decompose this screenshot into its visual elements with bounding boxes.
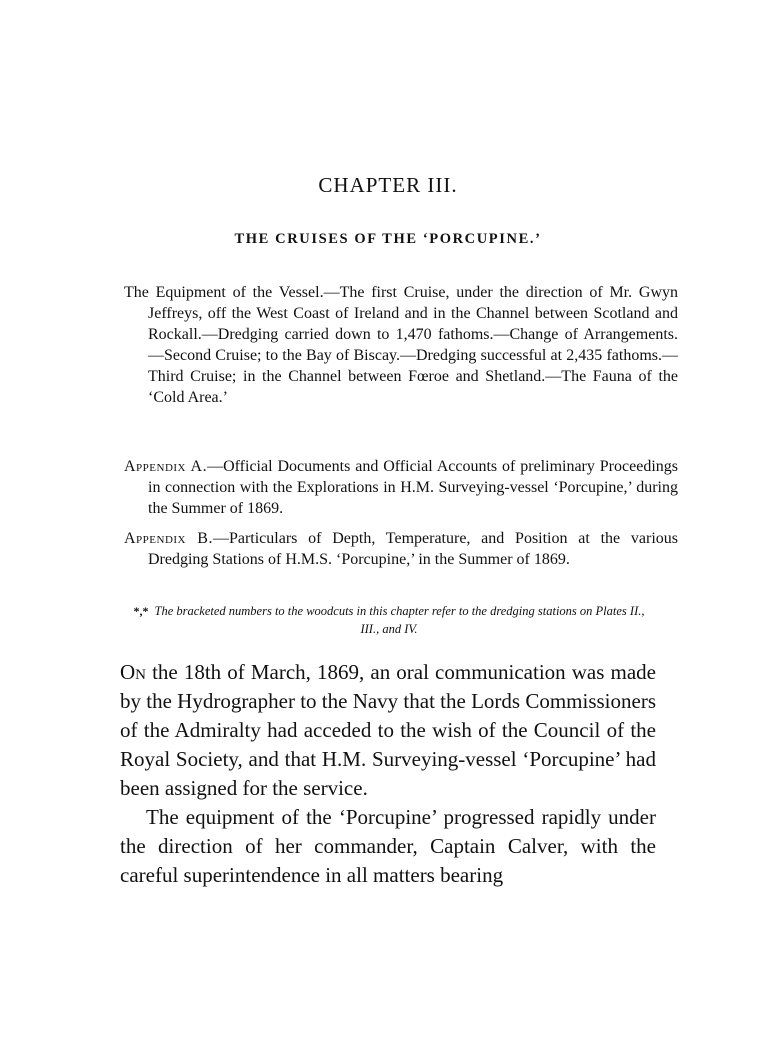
- body-paragraph-1: [120, 658, 656, 803]
- opening-word: On: [120, 660, 146, 684]
- appendix-a-entry: [124, 456, 678, 519]
- chapter-summary: The Equipment of the Vessel.—The first Cruise, under the direction of Mr. Gwyn Jeffreys, off the West Coast of Ireland and in the Channel between Scotland and Rockall.—Dredging carried down to 1,470 fathoms.—Change of Arrangements.—Second Cruise; to the Bay of Biscay.—Dredging successful at 2,435 fathoms.—Third Cruise; in the Channel between Fœroe and Shetland.—The Fauna of the ‘Cold Area.’: [124, 284, 678, 406]
- footnote-mark: *,*: [133, 604, 149, 618]
- body-paragraph-2: The equipment of the ‘Porcupine’ progressed rapidly under the direction of her commander, Captain Calver, with the careful superintendence in all matters bearing: [120, 805, 656, 887]
- footnote: [124, 602, 654, 638]
- paragraph-1-text: the 18th of March, 1869, an oral communication was made by the Hydrographer to the Navy that the Lords Commissioners of the Admiralty had acceded to the wish of the Council of the Royal Society, and that H.M. Surveying-vessel ‘Porcupine’ had been assigned for the service.: [120, 660, 656, 800]
- body-text: [120, 658, 656, 890]
- appendix-a-label: Appendix A.: [124, 458, 208, 475]
- appendix-b-text: —Particulars of Depth, Temperature, and Position at the various Dredging Stations of H.M.S. ‘Porcupine,’ in the Summer of 1869.: [148, 530, 678, 568]
- appendix-a-text: —Official Documents and Official Accounts of preliminary Proceedings in connection with the Explorations in H.M. Surveying-vessel ‘Porcupine,’ during the Summer of 1869.: [148, 458, 678, 517]
- chapter-title: THE CRUISES OF THE ‘PORCUPINE.’: [234, 231, 542, 247]
- appendix-b-entry: [124, 528, 678, 570]
- chapter-number: CHAPTER III.: [318, 173, 458, 197]
- appendix-b-label: Appendix B.: [124, 530, 213, 547]
- footnote-text: The bracketed numbers to the woodcuts in this chapter refer to the dredging stations on Plates II., III., and IV.: [154, 604, 645, 636]
